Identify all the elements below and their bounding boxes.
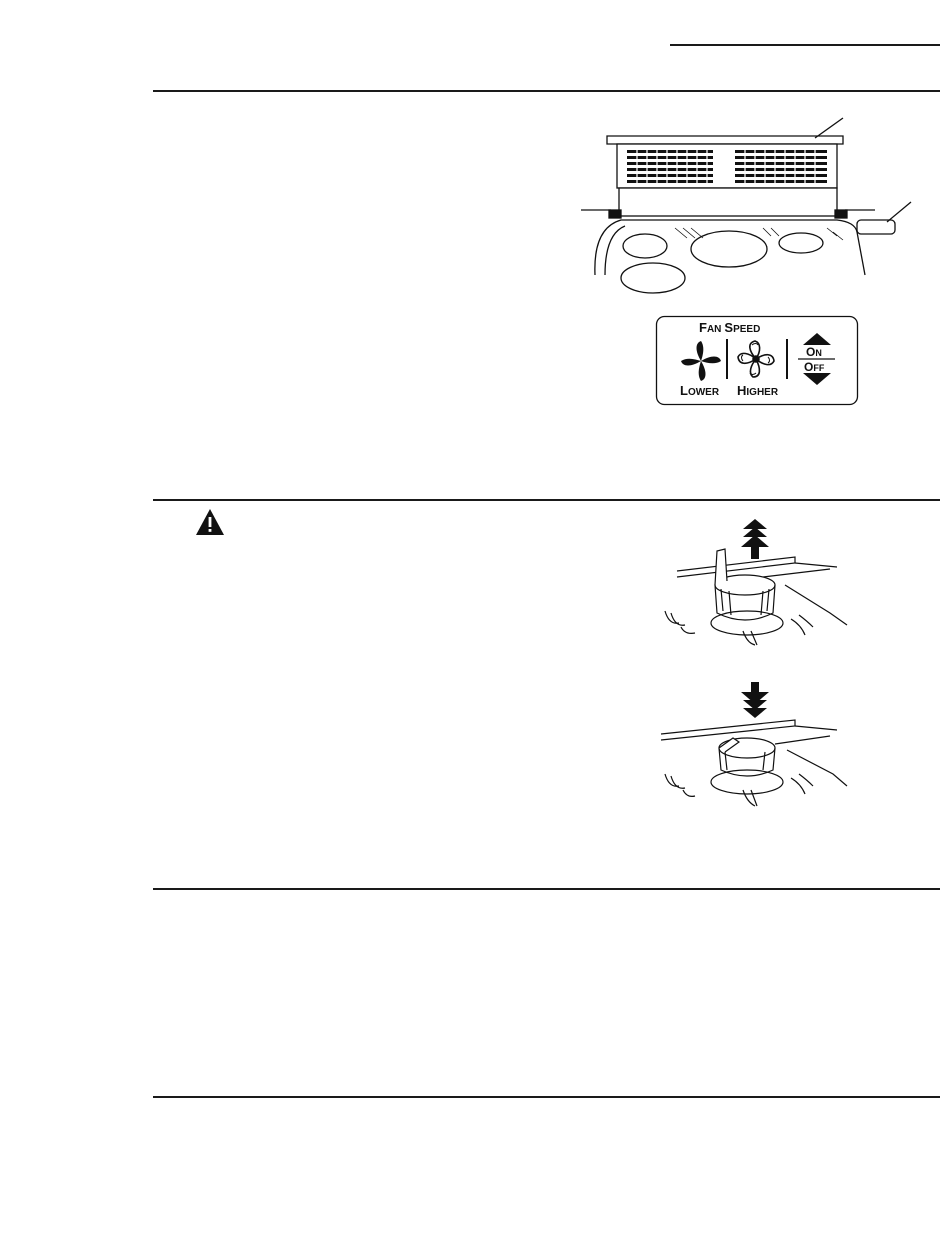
header-rule — [670, 44, 940, 46]
arrow-up-icon — [741, 519, 769, 559]
off-label[interactable]: OFF — [804, 360, 825, 374]
fan-speed-control-panel — [655, 315, 860, 407]
pot-vent-lowered-illustration — [655, 678, 855, 818]
lower-label: LOWER — [680, 383, 720, 398]
pot-vent-raised-illustration — [655, 515, 855, 655]
section-divider-3 — [153, 888, 940, 890]
section-divider-4 — [153, 1096, 940, 1098]
arrow-down-icon — [741, 682, 769, 718]
section-divider-2 — [153, 499, 940, 501]
section-divider-1 — [153, 90, 940, 92]
higher-label: HIGHER — [737, 383, 779, 398]
on-label[interactable]: ON — [806, 345, 822, 359]
downdraft-vent-illustration — [575, 110, 915, 300]
warning-triangle-icon — [195, 508, 225, 536]
fan-speed-title: FAN SPEED — [699, 320, 761, 335]
